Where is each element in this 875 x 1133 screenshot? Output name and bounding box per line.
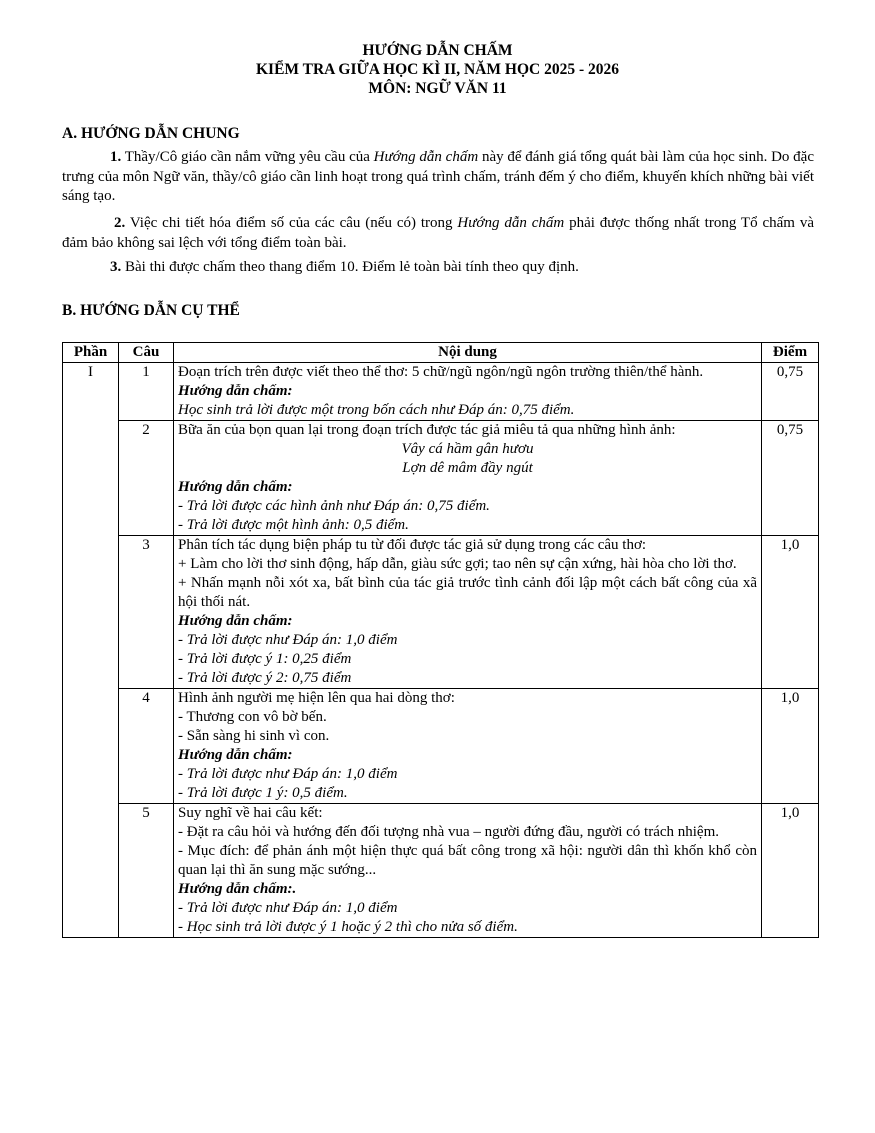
answer-text: Suy nghĩ về hai câu kết: <box>178 805 323 821</box>
table-row <box>63 363 819 421</box>
header-question: Câu <box>119 343 174 363</box>
answer-text: Hình ảnh người mẹ hiện lên qua hai dòng thơ: <box>178 690 455 706</box>
guide-line: - Trả lời được như Đáp án: 1,0 điểm <box>178 900 398 916</box>
guide-label: Hướng dẫn chấm: <box>178 383 293 399</box>
instruction-2-emphasis: Hướng dẫn chấm <box>457 215 565 231</box>
section-b-title: B. HƯỚNG DẪN CỤ THỂ <box>62 302 240 319</box>
instruction-3-number: 3. <box>110 259 122 275</box>
table-row <box>63 536 819 689</box>
guide-line: Học sinh trả lời được một trong bốn cách như Đáp án: 0,75 điểm. <box>178 402 575 418</box>
header-content: Nội dung <box>174 343 762 363</box>
answer-content <box>174 421 762 536</box>
answer-point: - Đặt ra câu hỏi và hướng đến đối tượng nhà vua – người đứng đầu, người có trách nhiệm. <box>178 824 720 840</box>
header-part: Phần <box>63 343 119 363</box>
answer-point: - Mục đích: để phản ánh một hiện thực quá bất công trong xã hội: người dân thì khốn khổ còn quan lại thì ăn sung mặc sướng... <box>178 843 757 878</box>
part-cell: I <box>63 363 119 938</box>
instruction-3 <box>62 258 814 278</box>
guide-label: Hướng dẫn chấm: <box>178 747 293 763</box>
guide-line: - Học sinh trả lời được ý 1 hoặc ý 2 thì cho nửa số điểm. <box>178 919 518 935</box>
table-row <box>63 804 819 938</box>
answer-point: + Làm cho lời thơ sinh động, hấp dẫn, giàu sức gợi; tao nên sự cận xứng, hài hòa cho lời thơ. <box>178 556 737 572</box>
question-number: 5 <box>119 804 174 938</box>
answer-content <box>174 363 762 421</box>
instruction-2-number: 2. <box>114 215 126 231</box>
exam-title: KIỂM TRA GIỮA HỌC KÌ II, NĂM HỌC 2025 - 2026 <box>256 61 619 78</box>
answer-text: Phân tích tác dụng biện pháp tu từ đối được tác giả sử dụng trong các câu thơ: <box>178 537 647 553</box>
question-number: 1 <box>119 363 174 421</box>
section-a-title: A. HƯỚNG DẪN CHUNG <box>62 125 240 142</box>
guide-line: - Trả lời được như Đáp án: 1,0 điểm <box>178 632 398 648</box>
answer-point: - Sẵn sàng hi sinh vì con. <box>178 728 330 744</box>
answer-text: Bữa ăn của bọn quan lại trong đoạn trích được tác giả miêu tả qua những hình ảnh: <box>178 422 676 438</box>
score-cell: 1,0 <box>762 536 819 689</box>
guide-line: - Trả lời được ý 2: 0,75 điểm <box>178 670 352 686</box>
instruction-3-text: Bài thi được chấm theo thang điểm 10. Điểm lẻ toàn bài tính theo quy định. <box>121 259 579 275</box>
score-cell: 0,75 <box>762 363 819 421</box>
answer-text: Đoạn trích trên được viết theo thể thơ: 5 chữ/ngũ ngôn/ngũ ngôn trường thiên/thể hành. <box>178 364 704 380</box>
question-number: 3 <box>119 536 174 689</box>
answer-content <box>174 804 762 938</box>
guide-line: - Trả lời được một hình ảnh: 0,5 điểm. <box>178 517 409 533</box>
verse-line: Lợn dê mâm đầy ngút <box>402 460 533 476</box>
grading-table <box>62 342 819 938</box>
table-row <box>63 421 819 536</box>
score-cell: 1,0 <box>762 804 819 938</box>
table-header-row <box>63 343 819 363</box>
guide-line: - Trả lời được ý 1: 0,25 điểm <box>178 651 352 667</box>
guide-line: - Trả lời được 1 ý: 0,5 điểm. <box>178 785 348 801</box>
instruction-2-text-rest: phải được thống nhất trong Tổ chấm và đảm bảo không sai lệch với tổng điểm toàn bài. <box>62 215 814 251</box>
instruction-2 <box>62 214 814 253</box>
subject-title: MÔN: NGỮ VĂN 11 <box>368 80 507 97</box>
guide-label: Hướng dẫn chấm:. <box>178 881 297 897</box>
instruction-1 <box>62 148 814 207</box>
answer-point: - Thương con vô bờ bến. <box>178 709 327 725</box>
doc-title: HƯỚNG DẪN CHẤM <box>362 42 513 59</box>
guide-line: - Trả lời được các hình ảnh như Đáp án: 0,75 điểm. <box>178 498 490 514</box>
score-cell: 1,0 <box>762 689 819 804</box>
instruction-1-number: 1. <box>110 149 122 165</box>
guide-label: Hướng dẫn chấm: <box>178 613 293 629</box>
answer-point: + Nhấn mạnh nỗi xót xa, bất bình của tác giả trước tình cảnh đối lập một cách bất công của xã hội thối nát. <box>178 575 757 610</box>
question-number: 2 <box>119 421 174 536</box>
score-cell: 0,75 <box>762 421 819 536</box>
header-score: Điểm <box>762 343 819 363</box>
instruction-1-text-rest: này để đánh giá tổng quát bài làm của học sinh. Do đặc trưng của môn Ngữ văn, thầy/cô giáo cần linh hoạt trong quá trình chấm, tránh đếm ý cho điểm, khuyến khích những bài viết sáng tạo. <box>62 149 814 204</box>
answer-content <box>174 689 762 804</box>
answer-content <box>174 536 762 689</box>
verse-line: Vây cá hầm gân hươu <box>401 441 534 457</box>
guide-line: - Trả lời được như Đáp án: 1,0 điểm <box>178 766 398 782</box>
guide-label: Hướng dẫn chấm: <box>178 479 293 495</box>
instruction-1-text: Thầy/Cô giáo cần nắm vững yêu cầu của <box>121 149 374 165</box>
table-row <box>63 689 819 804</box>
question-number: 4 <box>119 689 174 804</box>
instruction-2-text: Việc chi tiết hóa điểm số của các câu (nếu có) trong <box>125 215 458 231</box>
instruction-1-emphasis: Hướng dẫn chấm <box>373 149 479 165</box>
